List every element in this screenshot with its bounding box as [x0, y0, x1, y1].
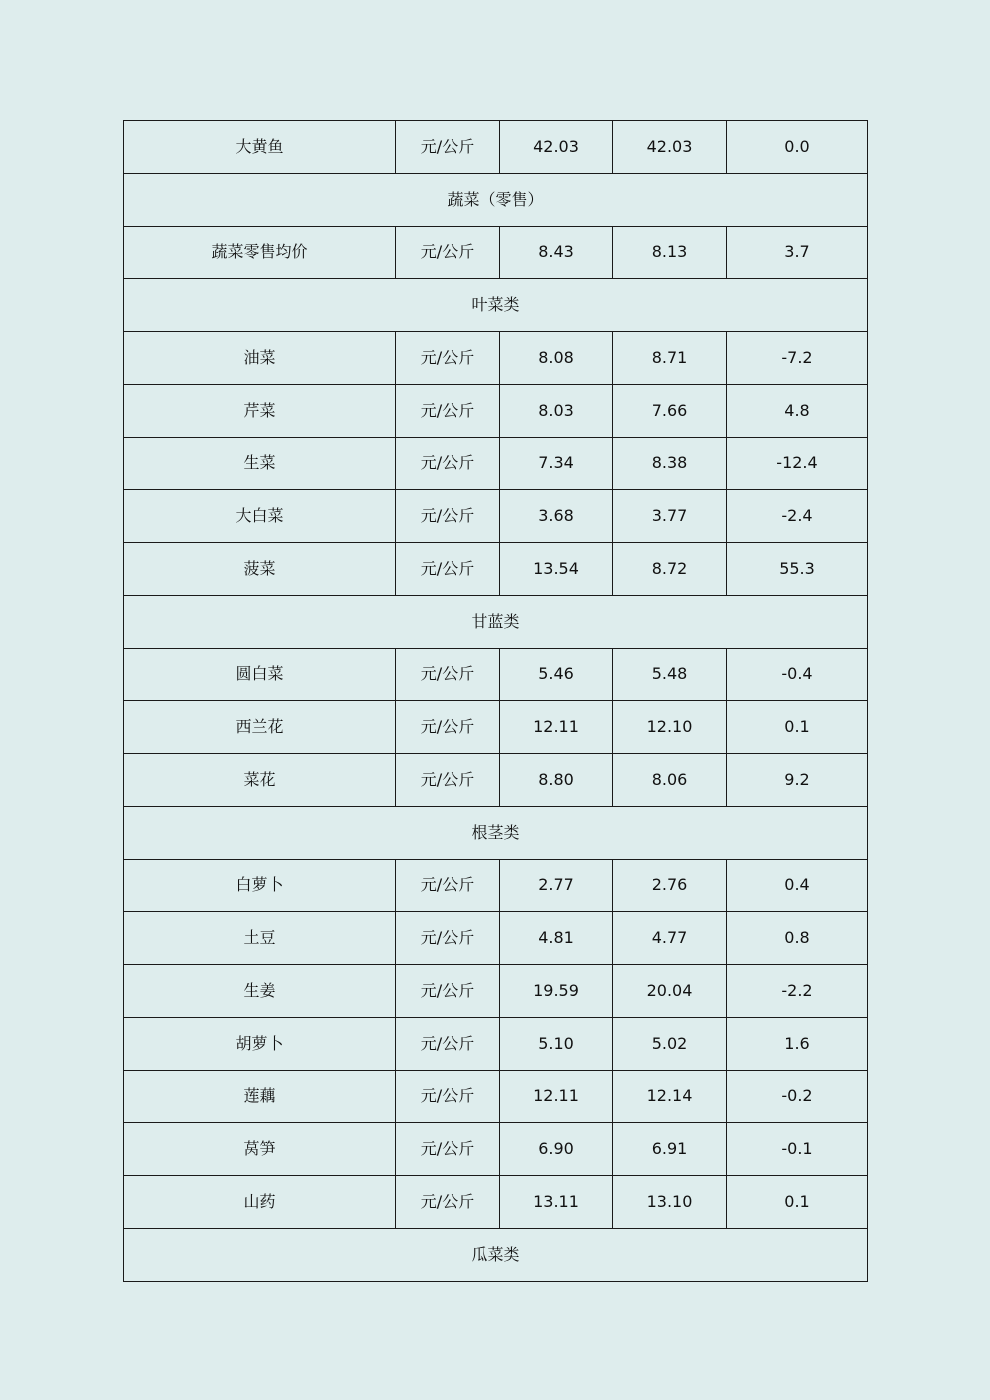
previous-price-cell: 5.02	[613, 1017, 727, 1070]
current-price-cell: 8.08	[500, 332, 613, 385]
item-name-cell: 菠菜	[124, 543, 396, 596]
section-header-row	[124, 806, 868, 859]
section-header-row	[124, 1228, 868, 1281]
previous-price-cell: 8.13	[613, 226, 727, 279]
current-price-cell: 8.43	[500, 226, 613, 279]
change-percent-cell: 0.1	[727, 701, 868, 754]
unit-cell: 元/公斤	[396, 490, 500, 543]
unit-cell: 元/公斤	[396, 912, 500, 965]
previous-price-cell: 13.10	[613, 1176, 727, 1229]
unit-cell: 元/公斤	[396, 859, 500, 912]
item-name-cell: 蔬菜零售均价	[124, 226, 396, 279]
change-percent-cell: -0.1	[727, 1123, 868, 1176]
previous-price-cell: 7.66	[613, 384, 727, 437]
table-row	[124, 648, 868, 701]
item-name-cell: 土豆	[124, 912, 396, 965]
unit-cell: 元/公斤	[396, 121, 500, 174]
item-name-cell: 芹菜	[124, 384, 396, 437]
item-name-cell: 胡萝卜	[124, 1017, 396, 1070]
change-percent-cell: 0.8	[727, 912, 868, 965]
section-header-row	[124, 279, 868, 332]
previous-price-cell: 8.72	[613, 543, 727, 596]
current-price-cell: 8.80	[500, 754, 613, 807]
unit-cell: 元/公斤	[396, 543, 500, 596]
previous-price-cell: 8.06	[613, 754, 727, 807]
unit-cell: 元/公斤	[396, 332, 500, 385]
table-row	[124, 543, 868, 596]
table-row	[124, 437, 868, 490]
current-price-cell: 5.10	[500, 1017, 613, 1070]
document-page	[123, 120, 867, 1282]
table-row	[124, 754, 868, 807]
current-price-cell: 6.90	[500, 1123, 613, 1176]
current-price-cell: 13.11	[500, 1176, 613, 1229]
unit-cell: 元/公斤	[396, 1176, 500, 1229]
table-row	[124, 912, 868, 965]
item-name-cell: 菜花	[124, 754, 396, 807]
previous-price-cell: 4.77	[613, 912, 727, 965]
change-percent-cell: 55.3	[727, 543, 868, 596]
table-row	[124, 1176, 868, 1229]
item-name-cell: 白萝卜	[124, 859, 396, 912]
unit-cell: 元/公斤	[396, 648, 500, 701]
change-percent-cell: 3.7	[727, 226, 868, 279]
previous-price-cell: 5.48	[613, 648, 727, 701]
section-header-row	[124, 595, 868, 648]
unit-cell: 元/公斤	[396, 226, 500, 279]
item-name-cell: 山药	[124, 1176, 396, 1229]
current-price-cell: 5.46	[500, 648, 613, 701]
section-header-label: 蔬菜（零售）	[124, 173, 868, 226]
previous-price-cell: 20.04	[613, 965, 727, 1018]
table-row	[124, 965, 868, 1018]
table-row	[124, 1070, 868, 1123]
item-name-cell: 莴笋	[124, 1123, 396, 1176]
change-percent-cell: -0.2	[727, 1070, 868, 1123]
previous-price-cell: 8.71	[613, 332, 727, 385]
table-row	[124, 701, 868, 754]
current-price-cell: 7.34	[500, 437, 613, 490]
unit-cell: 元/公斤	[396, 965, 500, 1018]
item-name-cell: 西兰花	[124, 701, 396, 754]
change-percent-cell: 0.4	[727, 859, 868, 912]
current-price-cell: 4.81	[500, 912, 613, 965]
current-price-cell: 12.11	[500, 1070, 613, 1123]
current-price-cell: 12.11	[500, 701, 613, 754]
current-price-cell: 8.03	[500, 384, 613, 437]
previous-price-cell: 12.14	[613, 1070, 727, 1123]
table-row	[124, 384, 868, 437]
unit-cell: 元/公斤	[396, 701, 500, 754]
change-percent-cell: 4.8	[727, 384, 868, 437]
current-price-cell: 13.54	[500, 543, 613, 596]
change-percent-cell: 0.1	[727, 1176, 868, 1229]
table-row	[124, 1123, 868, 1176]
unit-cell: 元/公斤	[396, 384, 500, 437]
change-percent-cell: 0.0	[727, 121, 868, 174]
table-row	[124, 1017, 868, 1070]
section-header-label: 叶菜类	[124, 279, 868, 332]
previous-price-cell: 12.10	[613, 701, 727, 754]
current-price-cell: 42.03	[500, 121, 613, 174]
previous-price-cell: 42.03	[613, 121, 727, 174]
previous-price-cell: 2.76	[613, 859, 727, 912]
unit-cell: 元/公斤	[396, 1017, 500, 1070]
item-name-cell: 生菜	[124, 437, 396, 490]
unit-cell: 元/公斤	[396, 437, 500, 490]
price-table	[123, 120, 868, 1282]
change-percent-cell: -12.4	[727, 437, 868, 490]
current-price-cell: 3.68	[500, 490, 613, 543]
unit-cell: 元/公斤	[396, 1123, 500, 1176]
item-name-cell: 圆白菜	[124, 648, 396, 701]
item-name-cell: 大白菜	[124, 490, 396, 543]
previous-price-cell: 3.77	[613, 490, 727, 543]
change-percent-cell: -0.4	[727, 648, 868, 701]
change-percent-cell: -7.2	[727, 332, 868, 385]
current-price-cell: 19.59	[500, 965, 613, 1018]
section-header-label: 甘蓝类	[124, 595, 868, 648]
current-price-cell: 2.77	[500, 859, 613, 912]
section-header-row	[124, 173, 868, 226]
change-percent-cell: 9.2	[727, 754, 868, 807]
previous-price-cell: 8.38	[613, 437, 727, 490]
previous-price-cell: 6.91	[613, 1123, 727, 1176]
price-table-body	[124, 121, 868, 1282]
section-header-label: 根茎类	[124, 806, 868, 859]
table-row	[124, 226, 868, 279]
table-row	[124, 859, 868, 912]
change-percent-cell: 1.6	[727, 1017, 868, 1070]
item-name-cell: 大黄鱼	[124, 121, 396, 174]
item-name-cell: 油菜	[124, 332, 396, 385]
table-row	[124, 121, 868, 174]
change-percent-cell: -2.4	[727, 490, 868, 543]
section-header-label: 瓜菜类	[124, 1228, 868, 1281]
unit-cell: 元/公斤	[396, 754, 500, 807]
change-percent-cell: -2.2	[727, 965, 868, 1018]
item-name-cell: 生姜	[124, 965, 396, 1018]
table-row	[124, 490, 868, 543]
table-row	[124, 332, 868, 385]
unit-cell: 元/公斤	[396, 1070, 500, 1123]
item-name-cell: 莲藕	[124, 1070, 396, 1123]
